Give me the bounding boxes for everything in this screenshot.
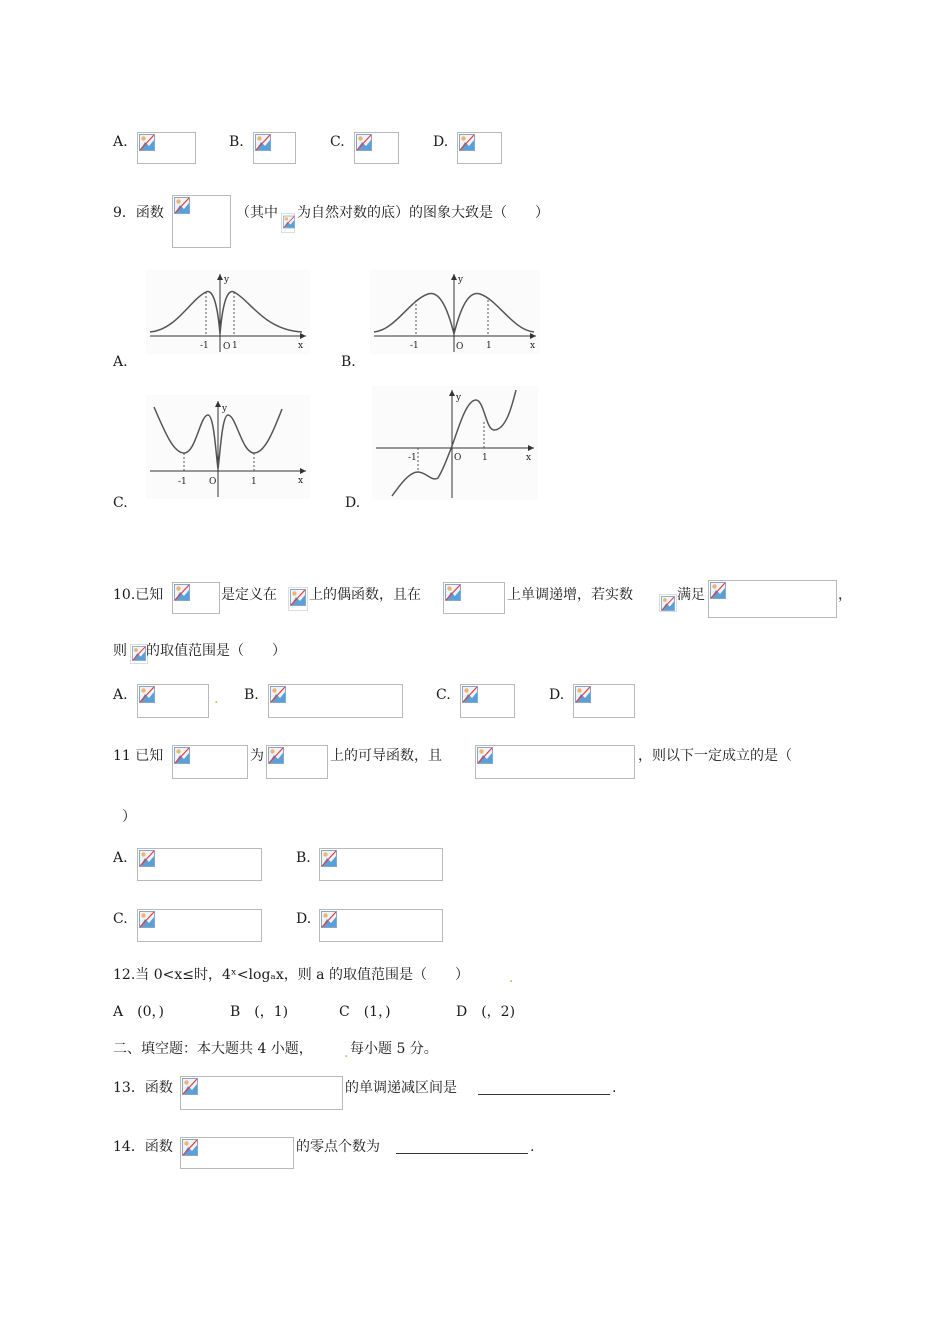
q9-option-b-label: B. bbox=[341, 354, 356, 370]
q8-option-b-image bbox=[253, 132, 296, 164]
q11-option-a-label: A. bbox=[113, 850, 128, 866]
q9-graph-c-origin: O bbox=[209, 477, 217, 487]
broken-image-icon bbox=[174, 197, 190, 214]
q12-stem: 12.当 0<x≤时，4ˣ<logₐx，则 a 的取值范围是（ ） bbox=[113, 967, 469, 983]
q11-close-paren: ） bbox=[122, 809, 136, 825]
q11-text-3: 上的可导函数，且 bbox=[330, 748, 442, 764]
q11-option-a-image bbox=[137, 848, 262, 881]
q9-graph-c-minus-one: -1 bbox=[178, 477, 187, 487]
q9-graph-d-one: 1 bbox=[482, 453, 488, 463]
broken-image-icon bbox=[321, 911, 337, 928]
broken-image-icon bbox=[445, 584, 461, 601]
q9-graph-a-one: 1 bbox=[232, 341, 238, 351]
broken-image-icon bbox=[139, 686, 155, 703]
q12-dot: . bbox=[509, 970, 514, 986]
broken-image-icon bbox=[174, 584, 190, 601]
q9-graph-a-origin: O bbox=[223, 342, 231, 352]
q10-interval-image bbox=[443, 582, 505, 614]
broken-image-icon bbox=[182, 1078, 198, 1095]
q9-stem-tail: 为自然对数的底）的图象大致是（ ） bbox=[297, 205, 549, 221]
q11-text-4: ，则以下一定成立的是（ bbox=[638, 748, 792, 764]
q11-option-d-label: D. bbox=[296, 911, 312, 927]
q9-graph-c-one: 1 bbox=[251, 477, 257, 487]
q10-number: 10.已知 bbox=[113, 587, 164, 603]
q9-graph-d bbox=[372, 386, 538, 500]
q10-option-a-image bbox=[137, 684, 209, 718]
q13-pre: 13．函数 bbox=[113, 1080, 173, 1096]
q10-text-5: 满足 bbox=[677, 587, 705, 603]
q12-option-d: D (，2) bbox=[456, 1004, 516, 1020]
q9-option-a-label: A. bbox=[113, 354, 128, 370]
q13-function-image bbox=[180, 1076, 343, 1110]
q14-function-image bbox=[180, 1137, 294, 1169]
q9-e-image bbox=[281, 213, 295, 233]
q10-option-c-image bbox=[460, 684, 515, 718]
q9-graph-a-minus-one: -1 bbox=[200, 341, 209, 351]
q14-end: . bbox=[530, 1139, 535, 1155]
q11-option-b-image bbox=[319, 848, 443, 881]
q9-graph-a-x-label: x bbox=[298, 341, 304, 351]
q10-condition-image bbox=[708, 580, 837, 618]
q9-graph-d-origin: O bbox=[454, 453, 462, 463]
q8-option-c-image bbox=[354, 132, 399, 164]
q13-post: 的单调递减区间是 bbox=[345, 1080, 457, 1096]
q9-graph-b-x-label: x bbox=[530, 341, 536, 351]
q9-graph-b-one: 1 bbox=[486, 341, 492, 351]
q9-function-image bbox=[172, 195, 231, 248]
broken-image-icon bbox=[132, 646, 146, 661]
broken-image-icon bbox=[139, 911, 155, 928]
q9-graph-b-y-label: y bbox=[458, 275, 464, 285]
q9-graph-d-y-label: y bbox=[456, 393, 462, 403]
q10-a-image bbox=[659, 594, 677, 612]
broken-image-icon bbox=[459, 134, 475, 151]
q8-option-b-label: B. bbox=[229, 134, 244, 150]
q10-option-b-image bbox=[268, 684, 403, 718]
q9-option-d-label: D. bbox=[345, 495, 361, 511]
q10-dot: . bbox=[214, 691, 219, 707]
q11-option-c-image bbox=[137, 909, 262, 942]
broken-image-icon bbox=[661, 596, 675, 611]
broken-image-icon bbox=[182, 1139, 198, 1156]
q14-post: 的零点个数为 bbox=[296, 1139, 380, 1155]
broken-image-icon bbox=[174, 747, 190, 764]
broken-image-icon bbox=[321, 850, 337, 867]
q14-answer-blank[interactable] bbox=[396, 1139, 528, 1154]
q10-option-d-image bbox=[573, 684, 635, 718]
q10-domain-image bbox=[288, 587, 308, 611]
broken-image-icon bbox=[477, 747, 493, 764]
q12-option-c: C (1，) bbox=[339, 1004, 391, 1020]
broken-image-icon bbox=[268, 747, 284, 764]
q9-graph-b-origin: O bbox=[456, 342, 464, 352]
q9-graph-c-x-label: x bbox=[298, 476, 304, 486]
q8-option-d-image bbox=[457, 132, 502, 164]
q10-line2-b: 的取值范围是（ ） bbox=[146, 643, 286, 659]
q13-end: . bbox=[612, 1080, 617, 1096]
section-2-title-b: 每小题 5 分。 bbox=[350, 1041, 438, 1057]
broken-image-icon bbox=[270, 686, 286, 703]
q11-condition-image bbox=[475, 745, 635, 779]
q9-option-c-label: C. bbox=[113, 495, 128, 511]
q8-option-a-label: A. bbox=[113, 134, 128, 150]
broken-image-icon bbox=[290, 589, 306, 606]
q11-option-d-image bbox=[319, 909, 443, 942]
q14-pre: 14．函数 bbox=[113, 1139, 173, 1155]
broken-image-icon bbox=[575, 686, 591, 703]
q9-graph-d-x-label: x bbox=[526, 453, 532, 463]
q10-option-c-label: C. bbox=[436, 687, 451, 703]
q11-domain-image bbox=[266, 745, 328, 779]
q9-graph-c-y-label: y bbox=[222, 404, 228, 414]
q11-option-c-label: C. bbox=[113, 911, 128, 927]
q12-option-a: A (0，) bbox=[113, 1004, 164, 1020]
q13-answer-blank[interactable] bbox=[478, 1080, 610, 1095]
q9-graph-c bbox=[146, 395, 310, 499]
q10-text-2: 是定义在 bbox=[221, 587, 277, 603]
broken-image-icon bbox=[139, 134, 155, 151]
q9-graph-b-minus-one: -1 bbox=[410, 341, 419, 351]
q10-comma: ， bbox=[838, 587, 852, 603]
section-2-dot: . bbox=[344, 1045, 349, 1061]
broken-image-icon bbox=[356, 134, 372, 151]
q9-graph-a bbox=[146, 270, 310, 354]
q10-fx-image bbox=[172, 582, 220, 614]
broken-image-icon bbox=[139, 850, 155, 867]
broken-image-icon bbox=[255, 134, 271, 151]
q11-number: 11 已知 bbox=[113, 748, 164, 764]
q9-graph-d-minus-one: -1 bbox=[408, 453, 417, 463]
broken-image-icon bbox=[462, 686, 478, 703]
q8-option-d-label: D. bbox=[433, 134, 449, 150]
broken-image-icon bbox=[283, 215, 295, 229]
q11-fx-image bbox=[172, 745, 248, 779]
q12-option-b: B (，1) bbox=[230, 1004, 289, 1020]
q9-graph-b bbox=[370, 270, 540, 354]
q10-text-3: 上的偶函数，且在 bbox=[309, 587, 421, 603]
q9-graph-a-y-label: y bbox=[224, 275, 230, 285]
q10-option-b-label: B. bbox=[244, 687, 259, 703]
q9-number: 9．函数 bbox=[113, 205, 164, 221]
broken-image-icon bbox=[710, 582, 726, 599]
q10-option-d-label: D. bbox=[549, 687, 565, 703]
q10-option-a-label: A. bbox=[113, 687, 128, 703]
q10-line2-a: 则 bbox=[113, 643, 127, 659]
q10-text-4: 上单调递增，若实数 bbox=[507, 587, 633, 603]
q8-option-a-image bbox=[137, 132, 196, 164]
q9-stem-mid: （其中 bbox=[236, 205, 278, 221]
section-2-title-a: 二、填空题：本大题共 4 小题， bbox=[113, 1041, 313, 1057]
q11-option-b-label: B. bbox=[296, 850, 311, 866]
q8-option-c-label: C. bbox=[330, 134, 345, 150]
q11-text-2: 为 bbox=[250, 748, 264, 764]
